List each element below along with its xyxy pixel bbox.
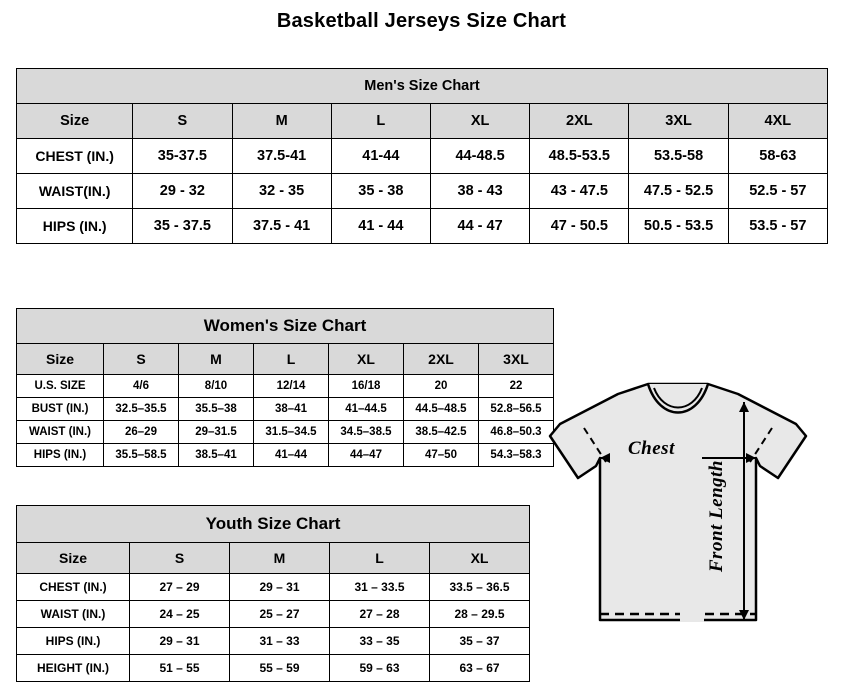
mens-waist-3xl: 47.5 - 52.5 xyxy=(629,174,728,209)
jersey-body-path xyxy=(550,384,806,620)
womens-us-size-l: 12/14 xyxy=(254,375,329,398)
womens-col-m: M xyxy=(179,344,254,375)
youth-height-l: 59 – 63 xyxy=(330,655,430,682)
womens-chart-title-row xyxy=(17,309,554,344)
mens-waist-4xl: 52.5 - 57 xyxy=(728,174,827,209)
mens-chest-3xl: 53.5-58 xyxy=(629,139,728,174)
mens-waist-xl: 38 - 43 xyxy=(430,174,529,209)
womens-waist-3xl: 46.8–50.3 xyxy=(479,421,554,444)
youth-chest-xl: 33.5 – 36.5 xyxy=(430,574,530,601)
table-row xyxy=(17,655,530,682)
womens-us-size-xl: 16/18 xyxy=(329,375,404,398)
womens-col-3xl: 3XL xyxy=(479,344,554,375)
womens-hips-s: 35.5–58.5 xyxy=(104,444,179,467)
youth-col-l: L xyxy=(330,543,430,574)
mens-waist-2xl: 43 - 47.5 xyxy=(530,174,629,209)
womens-hips-3xl: 54.3–58.3 xyxy=(479,444,554,467)
womens-bust-s: 32.5–35.5 xyxy=(104,398,179,421)
mens-col-m: M xyxy=(232,104,331,139)
womens-row-label-bust: BUST (IN.) xyxy=(17,398,104,421)
womens-row-label-us-size: U.S. SIZE xyxy=(17,375,104,398)
mens-chest-4xl: 58-63 xyxy=(728,139,827,174)
youth-height-s: 51 – 55 xyxy=(130,655,230,682)
mens-waist-m: 32 - 35 xyxy=(232,174,331,209)
womens-hips-2xl: 47–50 xyxy=(404,444,479,467)
mens-chest-xl: 44-48.5 xyxy=(430,139,529,174)
mens-hips-3xl: 50.5 - 53.5 xyxy=(629,209,728,244)
womens-col-size: Size xyxy=(17,344,104,375)
youth-col-xl: XL xyxy=(430,543,530,574)
mens-col-2xl: 2XL xyxy=(530,104,629,139)
table-row xyxy=(17,444,554,467)
womens-col-l: L xyxy=(254,344,329,375)
womens-hips-xl: 44–47 xyxy=(329,444,404,467)
mens-col-s: S xyxy=(133,104,232,139)
womens-bust-m: 35.5–38 xyxy=(179,398,254,421)
womens-waist-l: 31.5–34.5 xyxy=(254,421,329,444)
womens-col-xl: XL xyxy=(329,344,404,375)
mens-row-label-hips: HIPS (IN.) xyxy=(17,209,133,244)
youth-header-row xyxy=(17,543,530,574)
womens-waist-m: 29–31.5 xyxy=(179,421,254,444)
womens-bust-3xl: 52.8–56.5 xyxy=(479,398,554,421)
mens-waist-s: 29 - 32 xyxy=(133,174,232,209)
mens-size-chart-table xyxy=(16,68,828,244)
youth-size-chart-table xyxy=(16,505,530,682)
front-length-label: Front Length xyxy=(706,460,727,573)
jersey-measurement-diagram xyxy=(548,362,838,672)
mens-chest-l: 41-44 xyxy=(331,139,430,174)
table-row xyxy=(17,209,828,244)
youth-height-m: 55 – 59 xyxy=(230,655,330,682)
youth-waist-xl: 28 – 29.5 xyxy=(430,601,530,628)
womens-hips-m: 38.5–41 xyxy=(179,444,254,467)
chest-label: Chest xyxy=(628,438,675,459)
youth-chest-l: 31 – 33.5 xyxy=(330,574,430,601)
womens-us-size-2xl: 20 xyxy=(404,375,479,398)
table-row xyxy=(17,174,828,209)
youth-height-xl: 63 – 67 xyxy=(430,655,530,682)
mens-hips-xl: 44 - 47 xyxy=(430,209,529,244)
mens-row-label-chest: CHEST (IN.) xyxy=(17,139,133,174)
youth-waist-m: 25 – 27 xyxy=(230,601,330,628)
womens-col-2xl: 2XL xyxy=(404,344,479,375)
mens-col-3xl: 3XL xyxy=(629,104,728,139)
mens-chest-2xl: 48.5-53.5 xyxy=(530,139,629,174)
youth-waist-l: 27 – 28 xyxy=(330,601,430,628)
womens-row-label-hips: HIPS (IN.) xyxy=(17,444,104,467)
womens-chart-title: Women's Size Chart xyxy=(17,309,554,344)
mens-chest-m: 37.5-41 xyxy=(232,139,331,174)
mens-hips-m: 37.5 - 41 xyxy=(232,209,331,244)
table-row xyxy=(17,574,530,601)
youth-row-label-chest: CHEST (IN.) xyxy=(17,574,130,601)
womens-us-size-m: 8/10 xyxy=(179,375,254,398)
mens-waist-l: 35 - 38 xyxy=(331,174,430,209)
youth-chart-title: Youth Size Chart xyxy=(17,506,530,543)
mens-hips-4xl: 53.5 - 57 xyxy=(728,209,827,244)
youth-chest-m: 29 – 31 xyxy=(230,574,330,601)
youth-chart-title-row xyxy=(17,506,530,543)
mens-chart-title-row xyxy=(17,69,828,104)
mens-col-size: Size xyxy=(17,104,133,139)
mens-col-l: L xyxy=(331,104,430,139)
youth-col-m: M xyxy=(230,543,330,574)
mens-hips-2xl: 47 - 50.5 xyxy=(530,209,629,244)
mens-header-row xyxy=(17,104,828,139)
table-row xyxy=(17,628,530,655)
womens-us-size-s: 4/6 xyxy=(104,375,179,398)
youth-row-label-height: HEIGHT (IN.) xyxy=(17,655,130,682)
mens-col-4xl: 4XL xyxy=(728,104,827,139)
youth-hips-s: 29 – 31 xyxy=(130,628,230,655)
youth-row-label-hips: HIPS (IN.) xyxy=(17,628,130,655)
mens-col-xl: XL xyxy=(430,104,529,139)
page-title: Basketball Jerseys Size Chart xyxy=(276,10,567,32)
womens-header-row xyxy=(17,344,554,375)
table-row xyxy=(17,601,530,628)
mens-chest-s: 35-37.5 xyxy=(133,139,232,174)
mens-hips-l: 41 - 44 xyxy=(331,209,430,244)
womens-us-size-3xl: 22 xyxy=(479,375,554,398)
youth-col-size: Size xyxy=(17,543,130,574)
womens-bust-l: 38–41 xyxy=(254,398,329,421)
youth-row-label-waist: WAIST (IN.) xyxy=(17,601,130,628)
womens-waist-xl: 34.5–38.5 xyxy=(329,421,404,444)
mens-hips-s: 35 - 37.5 xyxy=(133,209,232,244)
youth-waist-s: 24 – 25 xyxy=(130,601,230,628)
table-row xyxy=(17,375,554,398)
womens-waist-s: 26–29 xyxy=(104,421,179,444)
table-row xyxy=(17,398,554,421)
womens-row-label-waist: WAIST (IN.) xyxy=(17,421,104,444)
womens-waist-2xl: 38.5–42.5 xyxy=(404,421,479,444)
mens-row-label-waist: WAIST(IN.) xyxy=(17,174,133,209)
womens-bust-2xl: 44.5–48.5 xyxy=(404,398,479,421)
womens-bust-xl: 41–44.5 xyxy=(329,398,404,421)
mens-chart-title: Men's Size Chart xyxy=(17,69,828,104)
womens-size-chart-table xyxy=(16,308,554,467)
youth-chest-s: 27 – 29 xyxy=(130,574,230,601)
youth-hips-m: 31 – 33 xyxy=(230,628,330,655)
table-row xyxy=(17,139,828,174)
table-row xyxy=(17,421,554,444)
front-length-label-backing xyxy=(680,462,704,622)
youth-col-s: S xyxy=(130,543,230,574)
youth-hips-l: 33 – 35 xyxy=(330,628,430,655)
womens-hips-l: 41–44 xyxy=(254,444,329,467)
womens-col-s: S xyxy=(104,344,179,375)
youth-hips-xl: 35 – 37 xyxy=(430,628,530,655)
